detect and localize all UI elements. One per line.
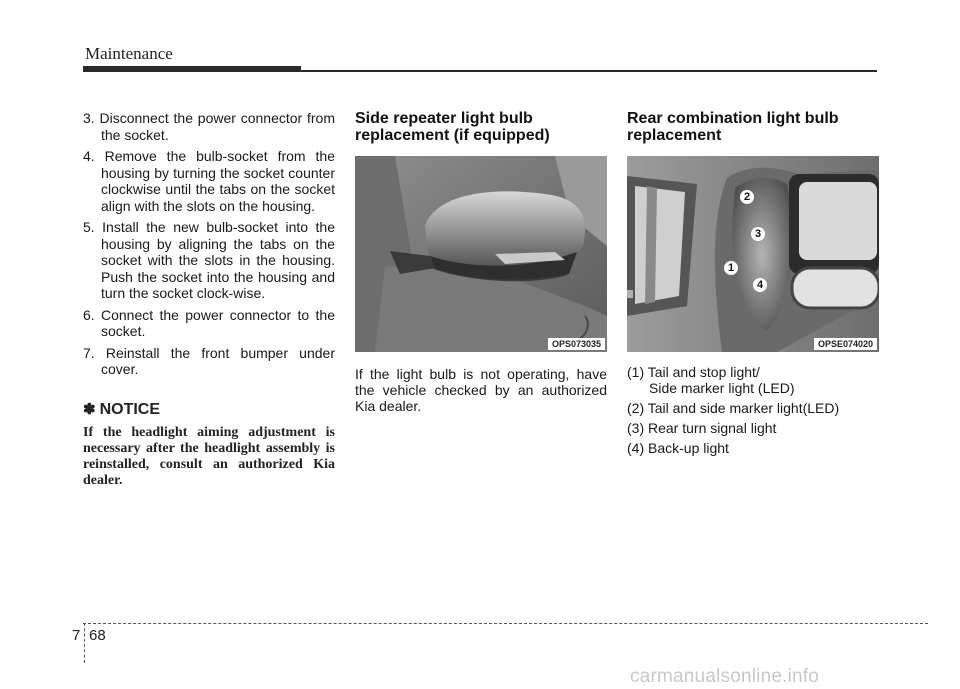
marker-4-label: 4 [753, 278, 767, 292]
parts-list [627, 364, 879, 456]
figure-code: OPS073035 [548, 338, 605, 350]
step-4: 4. Remove the bulb-socket from the housing by turning the socket counter clockwise until the tabs on the socket align with the slots on the housing. [83, 148, 335, 214]
step-3: 3. Disconnect the power connector from the socket. [83, 110, 335, 143]
side-repeater-body: If the light bulb is not operating, have the vehicle checked by an authorized Kia dealer. [355, 366, 607, 414]
watermark: carmanualsonline.info [630, 666, 820, 687]
chapter-number: 7 [72, 627, 81, 644]
title-line-1: Side repeater light bulb [355, 110, 533, 127]
title-line-2: replacement (if equipped) [355, 127, 550, 144]
part-3: (3) Rear turn signal light [627, 420, 777, 436]
part-1-line-1: (1) Tail and stop light/ [627, 364, 760, 380]
steps-list [83, 110, 335, 378]
page-number-divider [84, 623, 85, 663]
marker-3-label: 3 [751, 227, 765, 241]
header-rule-thick [83, 66, 301, 72]
column-instructions [83, 110, 335, 489]
part-4: (4) Back-up light [627, 440, 729, 456]
figure-code: OPSE074020 [814, 338, 877, 350]
part-1-line-2: Side marker light (LED) [649, 380, 795, 396]
section-title-side-repeater [355, 110, 607, 144]
step-7: 7. Reinstall the front bumper under cover. [83, 344, 335, 377]
notice-body: If the headlight aiming adjustment is necessary after the headlight assembly is reinstalled, consult an authorized Kia dealer. [83, 424, 335, 488]
marker-1-label: 1 [724, 261, 738, 275]
column-rear-combination [627, 110, 879, 460]
notice-title: NOTICE [99, 400, 161, 418]
part-1 [627, 364, 879, 396]
page-number: 68 [89, 627, 106, 644]
notice-star-icon: ✽ [83, 400, 96, 418]
side-mirror-figure [355, 156, 607, 352]
side-mirror-illustration [355, 156, 607, 352]
notice-heading [83, 400, 335, 419]
rear-light-figure [627, 156, 879, 352]
step-6: 6. Connect the power connector to the socket. [83, 306, 335, 339]
section-title-rear-combination [627, 110, 879, 144]
footer-dashed-rule [83, 623, 928, 624]
step-5: 5. Install the new bulb-socket into the housing by aligning the tabs on the socket with the slots in the housing. Push the socket into the housing and turn the socket clock-wise. [83, 219, 335, 301]
marker-2-label: 2 [740, 190, 754, 204]
rear-light-illustration [627, 156, 879, 352]
column-side-repeater [355, 110, 607, 414]
part-2: (2) Tail and side marker light(LED) [627, 400, 840, 416]
header-title: Maintenance [85, 44, 173, 63]
header-rule-thin [301, 70, 877, 72]
title-line-2: replacement [627, 127, 722, 144]
title-line-1: Rear combination light bulb [627, 110, 839, 127]
